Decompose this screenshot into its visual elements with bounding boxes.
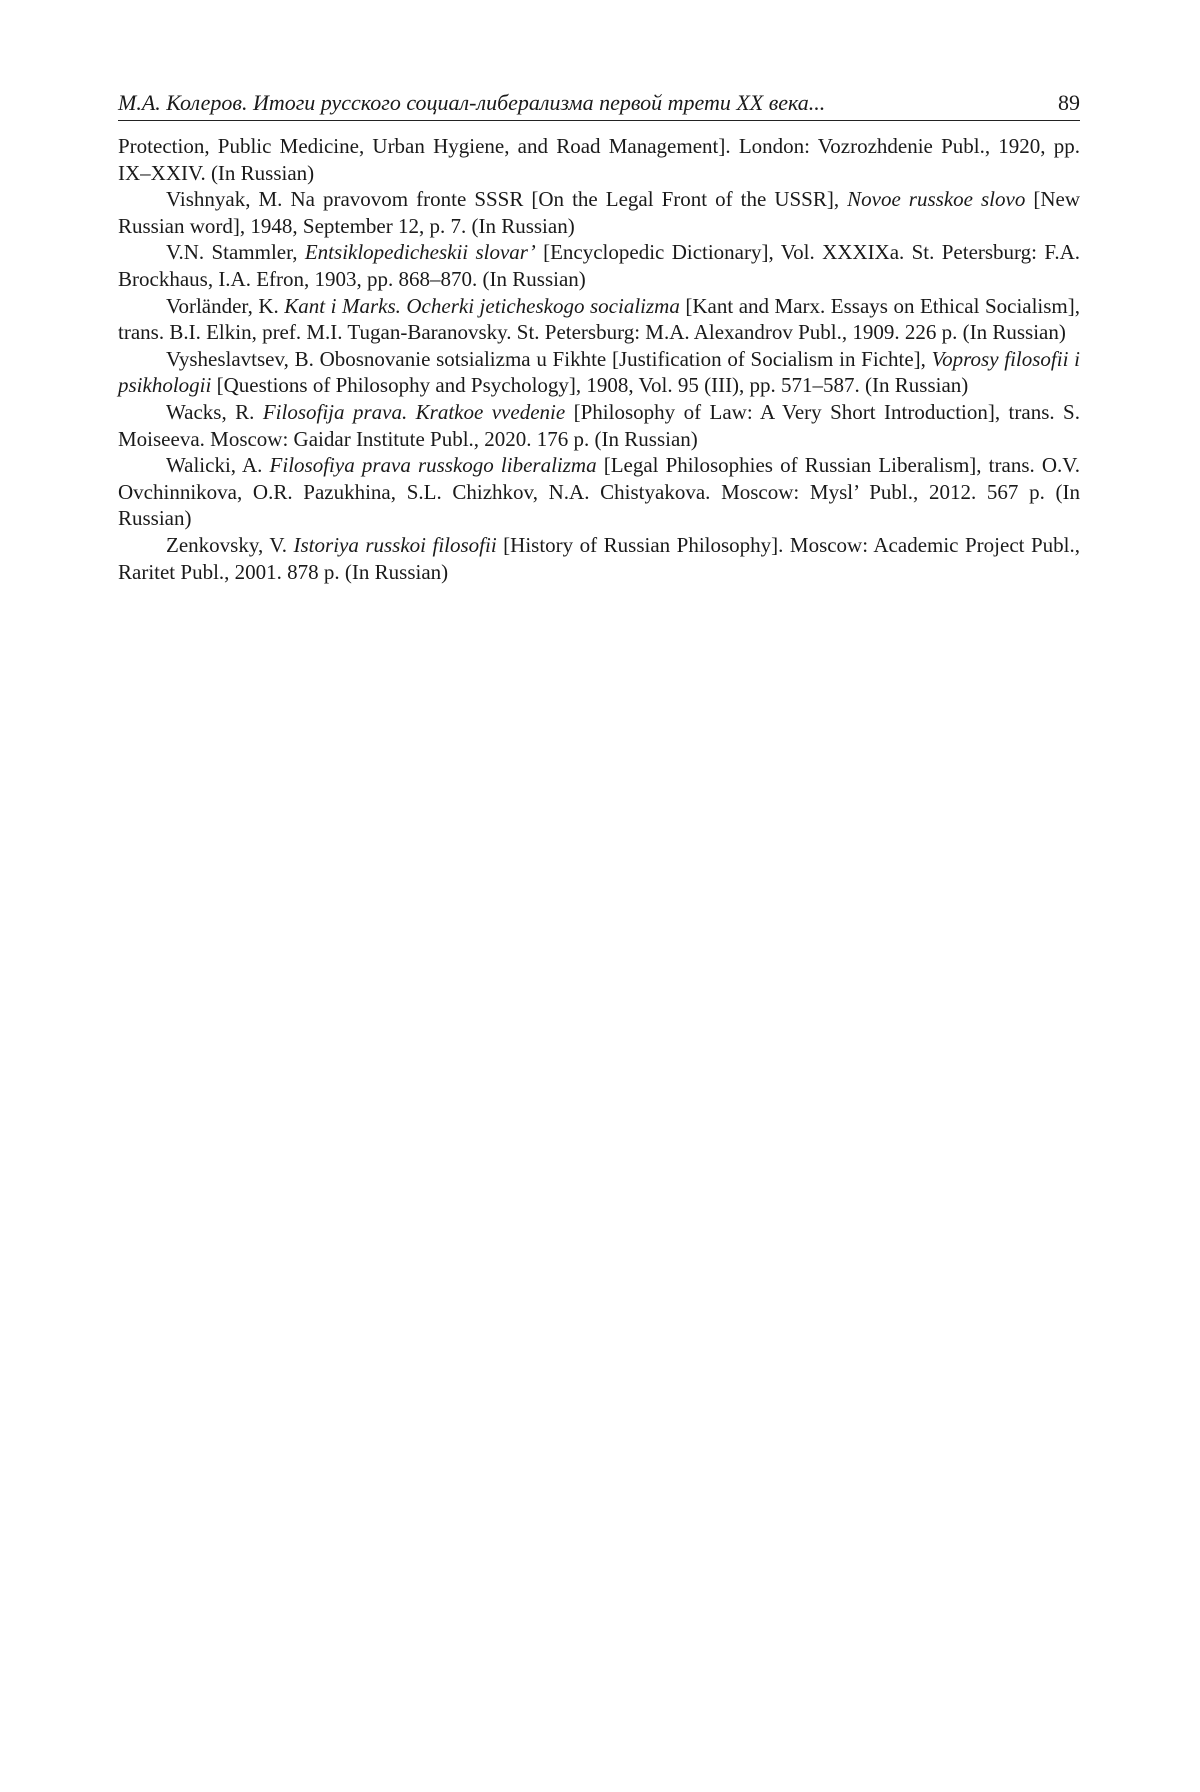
reference-entry bbox=[118, 532, 1080, 585]
reference-text: Wacks, R. bbox=[166, 399, 263, 424]
reference-entry bbox=[118, 186, 1080, 239]
reference-text: [Encyclopedic Dictionary], Vol. XXXIXa. St. Petersburg: F.A. Brockhaus, I.A. Efron, 1903, pp. 868–870. (In Russian) bbox=[118, 240, 1080, 291]
reference-title-italic: Filosofija prava. Kratkoe vvedenie bbox=[262, 399, 566, 424]
reference-text: [Philosophy of Law: A Very Short Introduction], trans. S. Moiseeva. Moscow: Gaidar Institute Publ., 2020. 176 p. (In Russian) bbox=[118, 399, 1080, 451]
reference-list bbox=[118, 133, 1080, 585]
reference-entry bbox=[118, 452, 1080, 532]
reference-text: Protection, Public Medicine, Urban Hygiene, and Road Management]. London: Vozrozhdenie Publ., 1920, pp. IX–XXIV. (In Russian) bbox=[118, 134, 1080, 185]
reference-text: Zenkovsky, V. bbox=[166, 532, 294, 557]
reference-title-italic: Entsiklopedicheskii slovar’ bbox=[304, 240, 536, 265]
reference-entry bbox=[118, 133, 1080, 186]
reference-entry bbox=[118, 293, 1080, 346]
reference-title-italic: Voprosy filosofii i psikhologii bbox=[118, 346, 1080, 398]
page-number: 89 bbox=[1058, 90, 1080, 115]
reference-text: [Questions of Philosophy and Psychology], 1908, Vol. 95 (III), pp. 571–587. (In Russian) bbox=[211, 373, 969, 398]
page bbox=[118, 88, 1080, 585]
reference-text: Vishnyak, M. Na pravovom fronte SSSR [On the Legal Front of the USSR], bbox=[166, 187, 848, 212]
reference-text: [Legal Philosophies of Russian Liberalism], trans. O.V. Ovchinnikova, O.R. Pazukhina, S.L. Chizhkov, N.A. Chistyakova. Moscow: Mysl’ Publ., 2012. 567 p. (In Russian) bbox=[118, 453, 1080, 531]
reference-title-italic: Istoriya russkoi filosofii bbox=[293, 532, 497, 557]
reference-entry bbox=[118, 399, 1080, 452]
reference-entry bbox=[118, 346, 1080, 399]
reference-title-italic: Kant i Marks. Ocherki jeticheskogo socializma bbox=[284, 293, 680, 318]
running-head-title: М.А. Колеров. Итоги русского социал-либерализма первой трети XX века... bbox=[118, 90, 826, 115]
reference-text: Vorländer, K. bbox=[166, 293, 285, 318]
reference-text: Walicki, A. bbox=[166, 453, 270, 478]
reference-text: [New Russian word], 1948, September 12, p. 7. (In Russian) bbox=[118, 187, 1080, 238]
reference-entry bbox=[118, 239, 1080, 292]
reference-text: [Kant and Marx. Essays on Ethical Socialism], trans. B.I. Elkin, pref. M.I. Tugan-Baranovsky. St. Petersburg: M.A. Alexandrov Publ., 1909. 226 p. (In Russian) bbox=[118, 293, 1081, 345]
reference-text: V.N. Stammler, bbox=[166, 240, 305, 265]
reference-text: [History of Russian Philosophy]. Moscow: Academic Project Publ., Raritet Publ., 2001. 878 p. (In Russian) bbox=[118, 532, 1080, 584]
reference-title-italic: Novoe russkoe slovo bbox=[847, 187, 1026, 212]
running-head bbox=[118, 88, 1080, 121]
reference-text: Vysheslavtsev, B. Obosnovanie sotsializma u Fikhte [Justification of Socialism in Fichte], bbox=[166, 346, 932, 371]
reference-title-italic: Filosofiya prava russkogo liberalizma bbox=[269, 453, 597, 478]
